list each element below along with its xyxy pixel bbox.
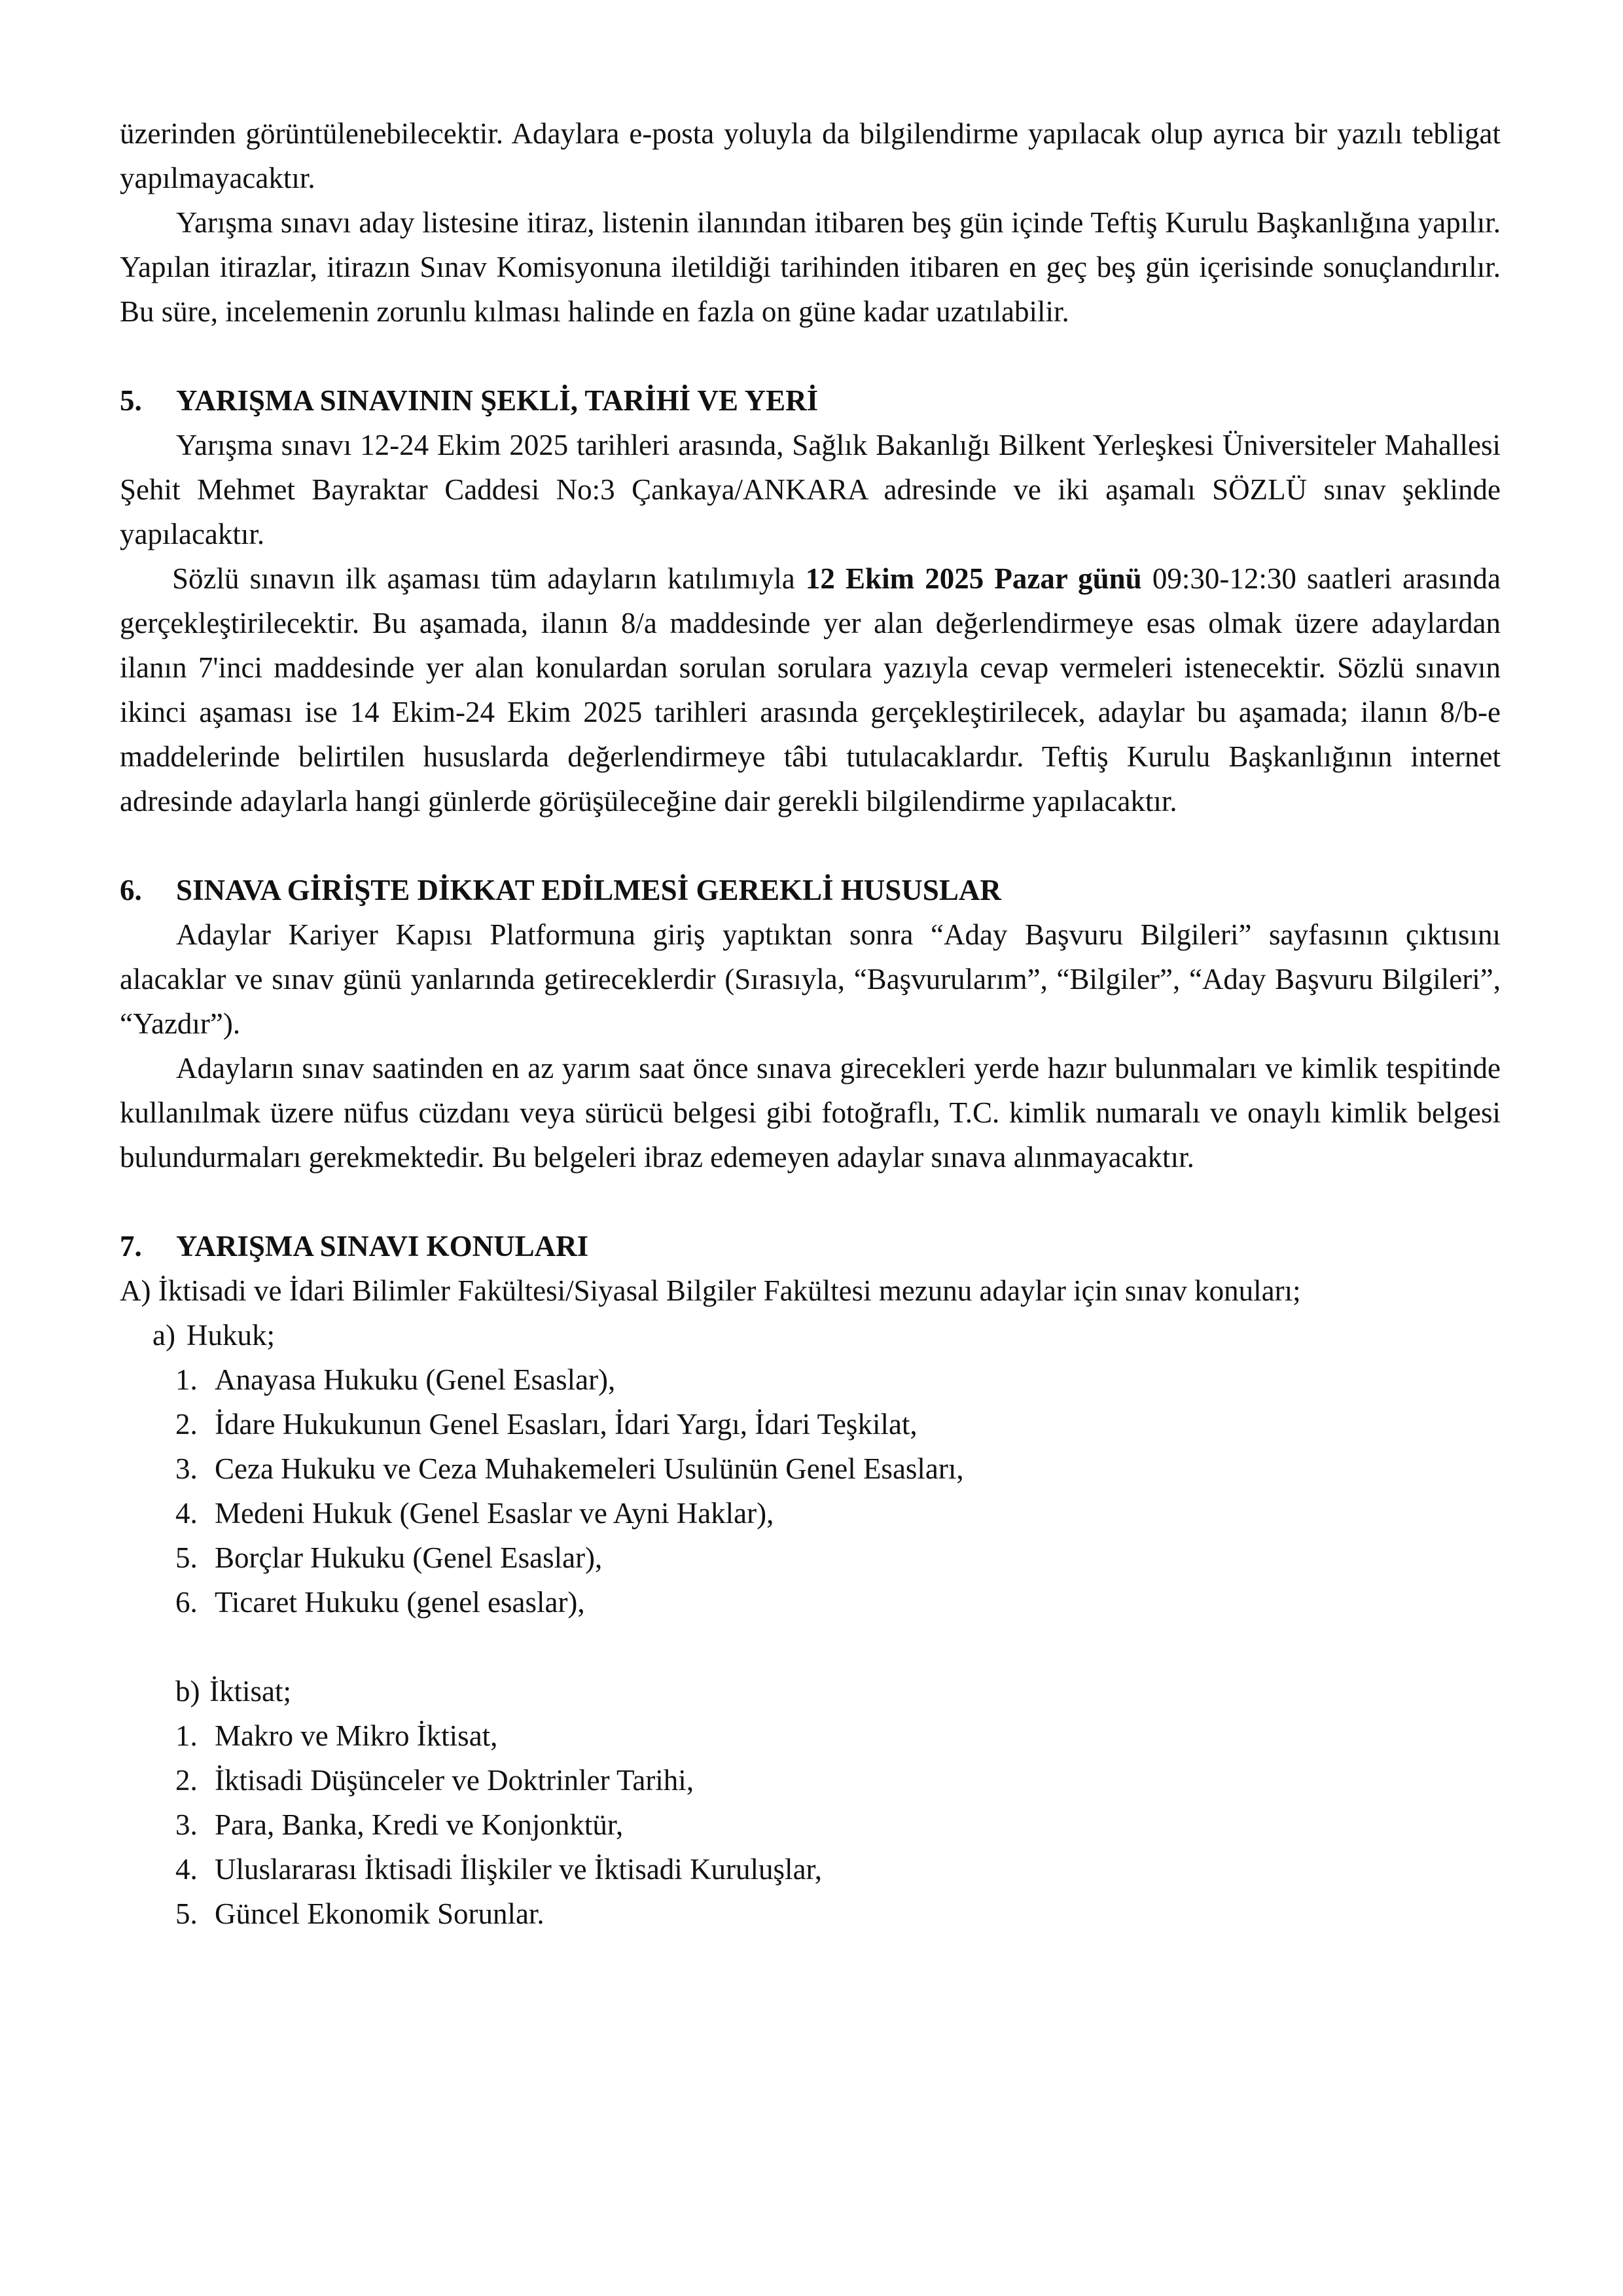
subject-group-b-list [120, 1713, 1501, 1936]
spacer [120, 334, 1501, 378]
list-item-text: Güncel Ekonomik Sorunlar. [215, 1897, 544, 1930]
list-item-number: 5. [175, 1541, 198, 1574]
subject-group-a-letter: a) [152, 1319, 175, 1352]
section-6-heading [120, 868, 1501, 912]
list-item-text: İdare Hukukunun Genel Esasları, İdari Yargı, İdari Teşkilat, [215, 1408, 918, 1441]
section-5-paragraph-2 [120, 556, 1501, 823]
list-item [175, 1847, 1501, 1892]
list-item-number: 6. [175, 1586, 198, 1619]
section-6-paragraph-2: Adayların sınav saatinden en az yarım saat önce sınava girecekleri yerde hazır bulunmaları ve kimlik tespitinde kullanılmak üzere nüfus cüzdanı veya sürücü belgesi gibi fotoğraflı, T.C. kimlik numaralı ve onaylı kimlik belgesi bulundurmaları gerekmektedir. Bu belgeleri ibraz edemeyen adaylar sınava alınmayacaktır. [120, 1052, 1501, 1174]
list-item-number: 3. [175, 1452, 198, 1485]
list-item-text: Makro ve Mikro İktisat, [215, 1719, 498, 1752]
section-5-exam-date: 12 Ekim 2025 Pazar günü [805, 562, 1142, 595]
list-item [175, 1446, 1501, 1491]
list-item-text: Borçlar Hukuku (Genel Esaslar), [215, 1541, 603, 1574]
section-5-number: 5. [120, 384, 142, 417]
list-item-text: Medeni Hukuk (Genel Esaslar ve Ayni Haklar), [215, 1497, 774, 1530]
list-item [175, 1580, 1501, 1624]
subject-group-a-title: Hukuk; [187, 1319, 275, 1352]
section-5-paragraph-1: Yarışma sınavı 12-24 Ekim 2025 tarihleri arasında, Sağlık Bakanlığı Bilkent Yerleşkesi Üniversiteler Mahallesi Şehit Mehmet Bayraktar Caddesi No:3 Çankaya/ANKARA adresinde ve iki aşamalı SÖZLÜ sınav şeklinde yapılacaktır. [120, 429, 1501, 550]
spacer [120, 823, 1501, 868]
list-item [175, 1892, 1501, 1936]
subject-group-a-label [120, 1313, 1501, 1357]
subject-group-a-list [120, 1357, 1501, 1624]
section-6-paragraph-1: Adaylar Kariyer Kapısı Platformuna giriş yaptıktan sonra “Aday Başvuru Bilgileri” sayfasının çıktısını alacaklar ve sınav günü yanlarında getireceklerdir (Sırasıyla, “Başvurularım”, “Bilgiler”, “Aday Başvuru Bilgileri”, “Yazdır”). [120, 918, 1501, 1040]
section-6-title: SINAVA GİRİŞTE DİKKAT EDİLMESİ GEREKLİ HUSUSLAR [176, 874, 1001, 906]
intro-paragraph-1: üzerinden görüntülenebilecektir. Adaylara e-posta yoluyla da bilgilendirme yapılacak olup ayrıca bir yazılı tebligat yapılmayacaktır. [120, 117, 1501, 194]
list-item [175, 1357, 1501, 1402]
subject-group-b-title: İktisat; [209, 1675, 291, 1708]
list-item-number: 1. [175, 1363, 198, 1396]
list-item-number: 4. [175, 1853, 198, 1886]
section-6-number: 6. [120, 874, 142, 906]
list-item [175, 1758, 1501, 1803]
section-7-title: YARIŞMA SINAVI KONULARI [176, 1230, 589, 1263]
list-item [175, 1402, 1501, 1446]
list-item-text: Ceza Hukuku ve Ceza Muhakemeleri Usulünün Genel Esasları, [215, 1452, 964, 1485]
list-item-text: İktisadi Düşünceler ve Doktrinler Tarihi, [215, 1764, 694, 1797]
list-item [175, 1713, 1501, 1758]
list-item-text: Para, Banka, Kredi ve Konjonktür, [215, 1808, 624, 1841]
list-item-text: Ticaret Hukuku (genel esaslar), [215, 1586, 585, 1619]
list-item-text: Uluslararası İktisadi İlişkiler ve İktisadi Kuruluşlar, [215, 1853, 822, 1886]
section-5-title: YARIŞMA SINAVININ ŞEKLİ, TARİHİ VE YERİ [176, 384, 819, 417]
list-item-text: Anayasa Hukuku (Genel Esaslar), [215, 1363, 616, 1396]
subject-group-b-label [120, 1669, 1501, 1713]
list-item-number: 2. [175, 1764, 198, 1797]
list-item [175, 1535, 1501, 1580]
list-item-number: 5. [175, 1897, 198, 1930]
subject-group-b-letter: b) [175, 1675, 200, 1708]
spacer [120, 1179, 1501, 1224]
list-item-number: 4. [175, 1497, 198, 1530]
list-item-number: 1. [175, 1719, 198, 1752]
intro-paragraph-2: Yarışma sınavı aday listesine itiraz, listenin ilanından itibaren beş gün içinde Teftiş Kurulu Başkanlığına yapılır. Yapılan itirazlar, itirazın Sınav Komisyonuna iletildiği tarihinden itibaren en geç beş gün içerisinde sonuçlandırılır. Bu süre, incelemenin zorunlu kılması halinde en fazla on güne kadar uzatılabilir. [120, 206, 1501, 328]
document-page [120, 111, 1501, 1936]
section-7-heading [120, 1224, 1501, 1268]
list-item [175, 1491, 1501, 1535]
section-5-paragraph-2-start: Sözlü sınavın ilk aşaması tüm adayların katılımıyla [172, 562, 806, 595]
list-item-number: 2. [175, 1408, 198, 1441]
section-7-intro: A) İktisadi ve İdari Bilimler Fakültesi/Siyasal Bilgiler Fakültesi mezunu adaylar için sınav konuları; [120, 1274, 1301, 1307]
spacer [120, 1624, 1501, 1669]
section-5-paragraph-2-rest: 09:30-12:30 saatleri arasında gerçekleştirilecektir. Bu aşamada, ilanın 8/a maddesinde yer alan değerlendirmeye esas olmak üzere adaylardan ilanın 7'inci maddesinde yer alan konulardan sorulan sorulara yazıyla cevap vermeleri istenecektir. Sözlü sınavın ikinci aşaması ise 14 Ekim-24 Ekim 2025 tarihleri arasında gerçekleştirilecek, adaylar bu aşamada; ilanın 8/b-e maddelerinde belirtilen hususlarda değerlendirmeye tâbi tutulacaklardır. Teftiş Kurulu Başkanlığının internet adresinde adaylarla hangi günlerde görüşüleceğine dair gerekli bilgilendirme yapılacaktır. [120, 562, 1501, 817]
list-item [175, 1803, 1501, 1847]
list-item-number: 3. [175, 1808, 198, 1841]
section-5-heading [120, 378, 1501, 423]
section-7-number: 7. [120, 1230, 142, 1263]
